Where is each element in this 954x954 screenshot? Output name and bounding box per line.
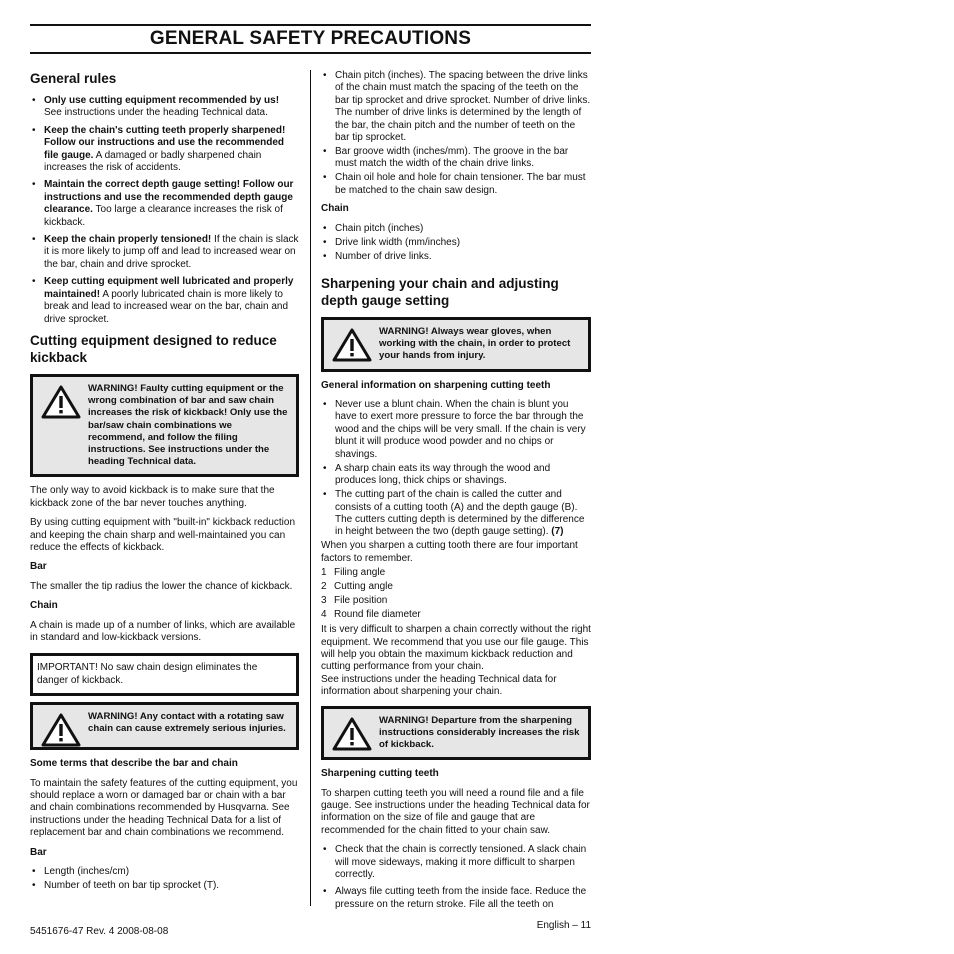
list-item: • Keep the chain properly tensioned! If the chain is slack it is more likely to jump off and lead to increased wear on the bar, chain and drive sprocket. [30,234,299,271]
list-item: 1 Filing angle [321,566,386,578]
list-item: • Drive link width (mm/inches) [321,237,591,249]
subheading-general-info: General information on sharpening cutting teeth [321,379,551,391]
column-divider [310,70,311,906]
list-item: 4 Round file diameter [321,608,421,620]
sharpening-teeth-list [321,844,591,911]
paragraph: By using cutting equipment with "built-in" kickback reduction and keeping the chain sharp and well-maintained you can reduce the effects of kickback. [30,517,296,553]
warning-triangle-icon [41,713,81,747]
warning-text: WARNING! Always wear gloves, when working with the chain, in order to protect your hands from injury. [379,326,571,362]
list-item: • The cutting part of the chain is called the cutter and consists of a cutting tooth (A) and the depth gauge (B). The cutters cutting depth is determined by the difference in height between the two (depth gauge setting). (7) [321,489,591,539]
warning-box [30,374,299,477]
warning-triangle-icon [332,328,372,362]
page-title: GENERAL SAFETY PRECAUTIONS [149,28,472,49]
list-item: • Bar groove width (inches/mm). The groove in the bar must match the width of the chain drive links. [321,146,591,171]
warning-box [321,706,591,761]
list-item: • Check that the chain is correctly tensioned. A slack chain will move sideways, making it more difficult to sharpen correctly. [321,844,591,881]
list-item: • A sharp chain eats its way through the wood and produces long, thick chips or shavings. [321,463,591,488]
warning-text: WARNING! Faulty cutting equipment or the wrong combination of bar and saw chain increases the risk of kickback! Only use the bar/saw chain combinations we recommend, and follow the filing instructions. See instructions under the heading Technical data. [88,382,288,468]
important-box [30,653,299,696]
warning-triangle-icon [41,385,81,419]
bar-terms-list [30,866,299,892]
chain-terms-list [321,223,591,263]
subheading-chain: Chain [30,600,58,612]
list-item: • Always file cutting teeth from the inside face. Reduce the pressure on the return stroke. File all the teeth on [321,886,591,911]
list-item: • Number of drive links. [321,251,591,263]
paragraph: The only way to avoid kickback is to make sure that the kickback zone of the bar never touches anything. [30,485,275,509]
list-item: • Keep the chain's cutting teeth properly sharpened! Follow our instructions and use the recommended file gauge. A damaged or badly sharpened chain increases the risk of accidents. [30,125,299,175]
subheading-bar: Bar [30,846,47,858]
list-item: • Chain pitch (inches). The spacing between the drive links of the chain must match the spacing of the teeth on the bar tip sprocket and drive sprocket. Number of drive links. The number of drive links is determined by the length of the bar, the chain pitch and the number of teeth on the bar tip sprocket. [321,70,591,144]
list-item: • Maintain the correct depth gauge setting! Follow our instructions and use the recommended depth gauge clearance. Too large a clearance increases the risk of kickback. [30,179,299,229]
sharpening-heading: Sharpening your chain and adjusting depth gauge setting [321,276,559,309]
subheading-chain: Chain [321,203,349,215]
kickback-heading: Cutting equipment designed to reduce kickback [30,332,277,365]
paragraph: See instructions under the heading Technical data for information about sharpening your chain. [321,673,557,698]
right-column [321,70,591,917]
list-item: • Chain oil hole and hole for chain tensioner. The bar must be matched to the chain saw design. [321,172,591,197]
paragraph: To sharpen cutting teeth you will need a round file and a file gauge. See instructions under the heading Technical data for information on the size of file and gauge that are recommended for the chain fitted to your chain saw. [321,787,590,836]
page-title-bar [30,24,591,54]
list-item: • Number of teeth on bar tip sprocket (T). [30,880,299,892]
subheading-terms: Some terms that describe the bar and chain [30,758,238,770]
left-column [30,70,299,898]
important-text: IMPORTANT! No saw chain design eliminates the danger of kickback. [37,662,258,686]
list-item: • Chain pitch (inches) [321,223,591,235]
warning-box [321,317,591,372]
bar-terms-continued-list [321,70,591,197]
sharpening-info-list [321,399,591,539]
warning-box [30,702,299,750]
general-rules-list [30,95,299,326]
list-item: 3 File position [321,594,388,606]
subheading-sharpening-teeth: Sharpening cutting teeth [321,768,439,780]
warning-text: WARNING! Any contact with a rotating saw chain can cause extremely serious injuries. [88,711,286,735]
list-item: • Keep cutting equipment well lubricated and properly maintained! A poorly lubricated chain is more likely to break and lead to increased wear on the bar, chain and drive sprocket. [30,276,299,326]
paragraph: A chain is made up of a number of links, which are available in standard and low-kickback versions. [30,619,296,643]
general-rules-heading: General rules [30,71,117,86]
paragraph: It is very difficult to sharpen a chain correctly without the right equipment. We recommend that you use our file gauge. This will help you obtain the maximum kickback reduction and cutting performance from your chain. [321,624,591,673]
list-item: • Only use cutting equipment recommended by us! See instructions under the heading Technical data. [30,95,299,120]
list-item: • Never use a blunt chain. When the chain is blunt you have to exert more pressure to force the bar through the wood and the chips will be very small. If the chain is very blunt it will produce wood powder and no chips or shavings. [321,399,591,461]
list-item: 2 Cutting angle [321,580,393,592]
paragraph: When you sharpen a cutting tooth there are four important factors to remember. [321,540,578,564]
subheading-bar: Bar [30,561,47,573]
factors-list [321,567,591,621]
doc-id: 5451676-47 Rev. 4 2008-08-08 [30,926,169,937]
page-number: English – 11 [536,920,591,931]
warning-triangle-icon [332,717,372,751]
paragraph: To maintain the safety features of the cutting equipment, you should replace a worn or damaged bar or chain with a bar and chain combinations recommended by Husqvarna. See instructions under the heading Technical Data for a list of replacement bar and chain combinations we recommend. [30,777,298,839]
list-item: • Length (inches/cm) [30,866,299,878]
paragraph: The smaller the tip radius the lower the chance of kickback. [30,580,293,592]
warning-text: WARNING! Departure from the sharpening instructions considerably increases the risk of kickback. [379,714,580,750]
